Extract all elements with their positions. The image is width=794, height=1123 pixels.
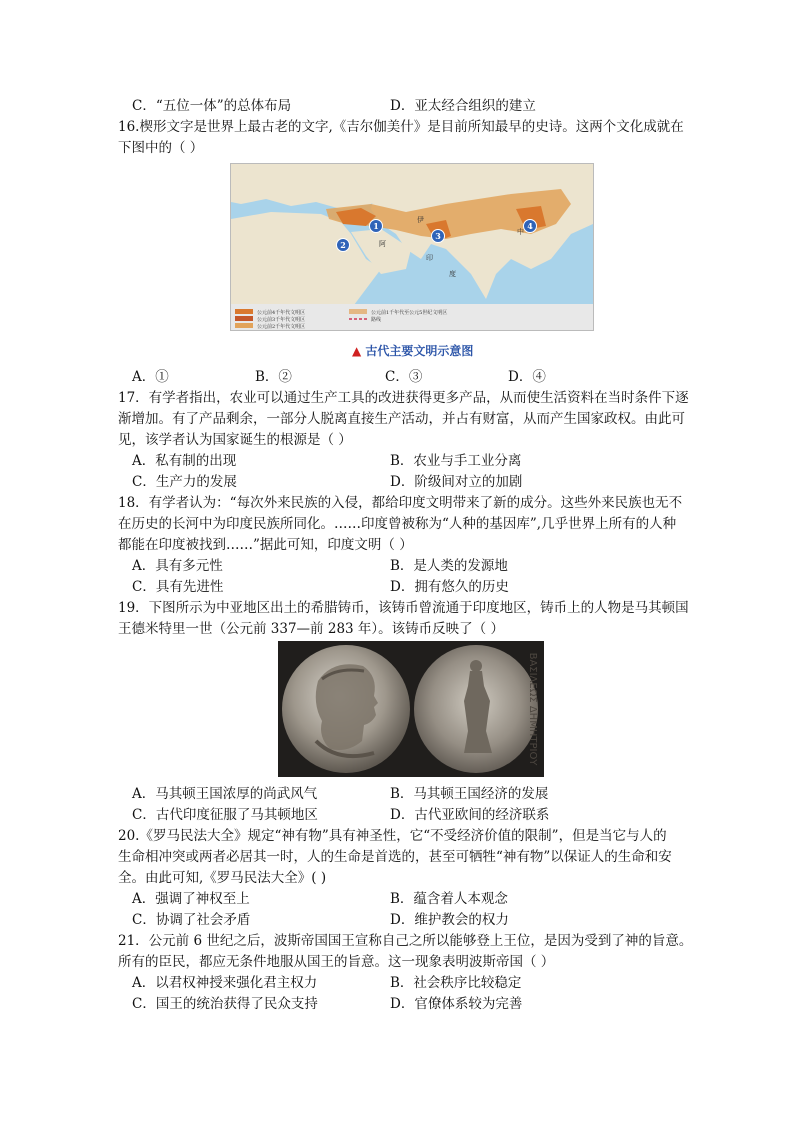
q18-stem-line3: 都能在印度被找到……”据此可知，印度文明（ ） — [118, 537, 413, 553]
q21-option-b: B．社会秩序比较稳定 — [390, 975, 522, 991]
legend-entry-4: 公元前1千年代至公元5世纪文明区 — [371, 310, 448, 316]
svg-text:3: 3 — [435, 231, 441, 241]
q19-stem-line1: 19．下图所示为中亚地区出土的希腊铸币，该铸币曾流通于印度地区，铸币上的人物是马其顿国 — [118, 600, 689, 616]
legend-entry-2: 公元前3千年代文明区 — [257, 317, 306, 323]
q15-option-d: D．亚太经合组织的建立 — [390, 98, 536, 114]
civilization-map-svg — [231, 164, 593, 330]
q18-option-a: A．具有多元性 — [132, 558, 223, 574]
coin-photo — [278, 641, 544, 777]
q17-option-c: C．生产力的发展 — [132, 474, 237, 490]
q21-stem-line2: 所有的臣民，都应无条件地服从国王的旨意。这一现象表明波斯帝国（ ） — [118, 954, 555, 970]
q19-option-b: B．马其顿王国经济的发展 — [390, 786, 549, 802]
q19-option-a: A．马其顿王国浓厚的尚武风气 — [132, 786, 318, 802]
map-label-4: 中 — [517, 228, 524, 236]
q18-option-c: C．具有先进性 — [132, 579, 224, 595]
q20-stem-line3: 全。由此可知,《罗马民法大全》( ) — [118, 870, 327, 886]
coin-inscription: ΒΑΣΙΛΕΩΣ ΔΗΜΗΤΡΙΟΥ — [527, 652, 538, 766]
civilization-map — [230, 163, 594, 331]
svg-text:2: 2 — [340, 240, 346, 250]
map-label-3: 度 — [449, 270, 456, 278]
q16-option-a: A．① — [132, 369, 169, 385]
q16-stem-line2: 下图中的（ ） — [118, 140, 204, 156]
q18-option-b: B．是人类的发源地 — [390, 558, 508, 574]
q17-option-b: B．农业与手工业分离 — [390, 453, 522, 469]
q18-stem-line1: 18．有学者认为：“每次外来民族的入侵，都给印度文明带来了新的成分。这些外来民族也无不 — [118, 495, 683, 511]
q20-option-d: D．维护教会的权力 — [390, 912, 509, 928]
map-marker-3 — [432, 230, 445, 243]
q17-stem-line1: 17．有学者指出，农业可以通过生产工具的改进获得更多产品，从而使生活资料在当时条件下逐 — [118, 390, 689, 406]
caption-triangle-icon: ▲ — [352, 344, 362, 358]
map-caption — [352, 342, 473, 359]
q21-option-c: C．国王的统治获得了民众支持 — [132, 996, 318, 1012]
q17-option-a: A．私有制的出现 — [132, 453, 237, 469]
q21-option-d: D．官僚体系较为完善 — [390, 996, 523, 1012]
map-marker-4 — [524, 220, 537, 233]
map-marker-2 — [337, 239, 350, 252]
map-caption-text: 古代主要文明示意图 — [365, 344, 474, 358]
legend-entry-1: 公元前4千年代文明区 — [257, 310, 306, 316]
q17-stem-line3: 见，该学者认为国家诞生的根源是（ ） — [118, 432, 352, 448]
q20-stem-line1: 20.《罗马民法大全》规定“神有物”具有神圣性，它“不受经济价值的限制”，但是当它与人的 — [118, 828, 667, 844]
q17-stem-line2: 渐增加。有了产品剩余，一部分人脱离直接生产活动，并占有财富，从而产生国家政权。由此可 — [118, 411, 685, 427]
legend-entry-5: 路线 — [371, 317, 382, 323]
q21-option-a: A．以君权神授来强化君主权力 — [132, 975, 318, 991]
svg-text:4: 4 — [527, 221, 533, 231]
q15-option-c: C．“五位一体”的总体布局 — [132, 98, 292, 114]
map-marker-1 — [370, 220, 383, 233]
coin-photo-svg — [278, 641, 544, 777]
q19-stem-line2: 王德米特里一世（公元前 337—前 283 年）。该铸币反映了（ ） — [118, 621, 504, 637]
q21-stem-line1: 21．公元前 6 世纪之后，波斯帝国国王宣称自己之所以能够登上王位，是因为受到了神的旨意。 — [118, 933, 693, 949]
map-label-5: 阿 — [379, 240, 386, 248]
q16-option-b: B．② — [255, 369, 292, 385]
svg-text:1: 1 — [373, 221, 379, 231]
q20-stem-line2: 生命相冲突或两者必居其一时，人的生命是首选的，甚至可牺牲“神有物”以保证人的生命和安 — [118, 849, 672, 865]
q20-option-c: C．协调了社会矛盾 — [132, 912, 251, 928]
q19-option-d: D．古代亚欧间的经济联系 — [390, 807, 550, 823]
map-label-2: 印 — [426, 254, 433, 262]
q16-option-c: C．③ — [385, 369, 423, 385]
q20-option-b: B．蕴含着人本观念 — [390, 891, 508, 907]
q16-stem-line1: 16.楔形文字是世界上最古老的文字,《吉尔伽美什》是目前所知最早的史诗。这两个文化成就在 — [118, 119, 684, 135]
q17-option-d: D．阶级间对立的加剧 — [390, 474, 523, 490]
q20-option-a: A．强调了神权至上 — [132, 891, 250, 907]
q18-option-d: D．拥有悠久的历史 — [390, 579, 509, 595]
q19-option-c: C．古代印度征服了马其顿地区 — [132, 807, 318, 823]
legend-entry-3: 公元前2千年代文明区 — [257, 324, 306, 330]
q16-option-d: D．④ — [508, 369, 546, 385]
q18-stem-line2: 在历史的长河中为印度民族所同化。……印度曾被称为“人种的基因库”,几乎世界上所有的人种 — [118, 516, 677, 532]
map-label-1: 伊 — [417, 216, 424, 224]
